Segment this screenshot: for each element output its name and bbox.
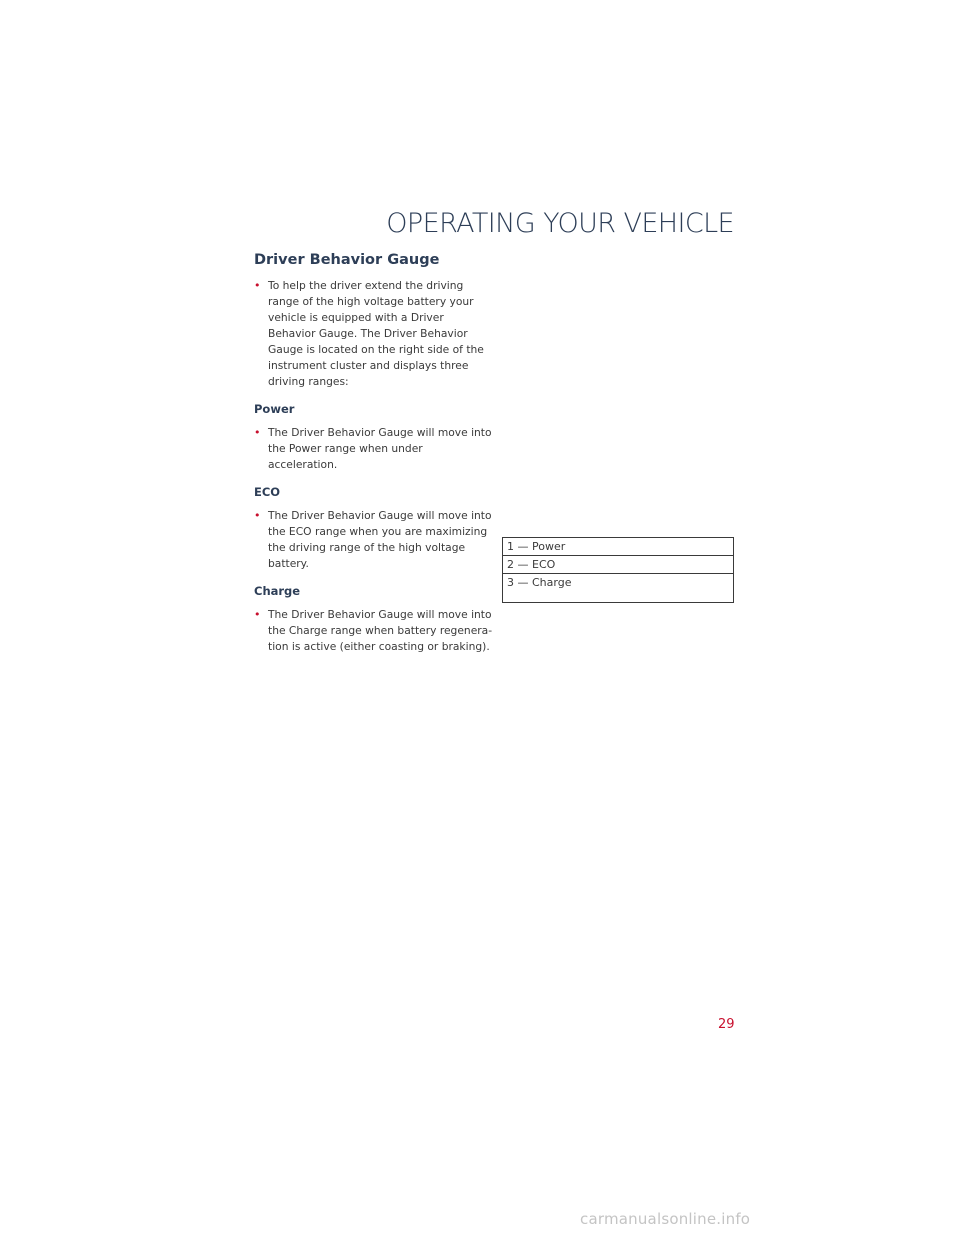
article: [254, 252, 494, 655]
intro-bullet: [254, 278, 494, 390]
power-heading: Power: [254, 402, 295, 416]
legend-table: [502, 537, 734, 603]
intro-text: To help the driver extend the driving range of the high voltage battery your vehicle is equipped with a Driver Behavior Gauge. The Driver Behavior Gauge is located on the right side of the instrument cluster and displays three driving ranges:: [268, 279, 484, 388]
charge-bullet: [254, 607, 494, 655]
bullet-icon: •: [254, 426, 261, 439]
power-text: The Driver Behavior Gauge will move into the Power range when under acceleration.: [268, 426, 492, 471]
bullet-icon: •: [254, 279, 261, 292]
page-number: 29: [718, 1017, 735, 1032]
legend-item-power: 1 — Power: [503, 538, 733, 556]
charge-text: The Driver Behavior Gauge will move into the Charge range when battery regenera-tion is active (either coasting or braking).: [268, 608, 493, 653]
article-title: Driver Behavior Gauge: [254, 252, 440, 268]
bullet-icon: •: [254, 608, 261, 621]
section-header: OPERATING YOUR VEHICLE: [386, 208, 734, 239]
power-bullet: [254, 425, 494, 473]
eco-bullet: [254, 508, 494, 572]
bullet-icon: •: [254, 509, 261, 522]
eco-text: The Driver Behavior Gauge will move into the ECO range when you are maximizing the driving range of the high voltage battery.: [268, 509, 492, 570]
charge-heading: Charge: [254, 584, 301, 598]
watermark: carmanualsonline.info: [580, 1210, 751, 1228]
legend-item-eco: 2 — ECO: [503, 556, 733, 574]
legend-item-charge: 3 — Charge: [507, 576, 572, 589]
eco-heading: ECO: [254, 485, 281, 499]
